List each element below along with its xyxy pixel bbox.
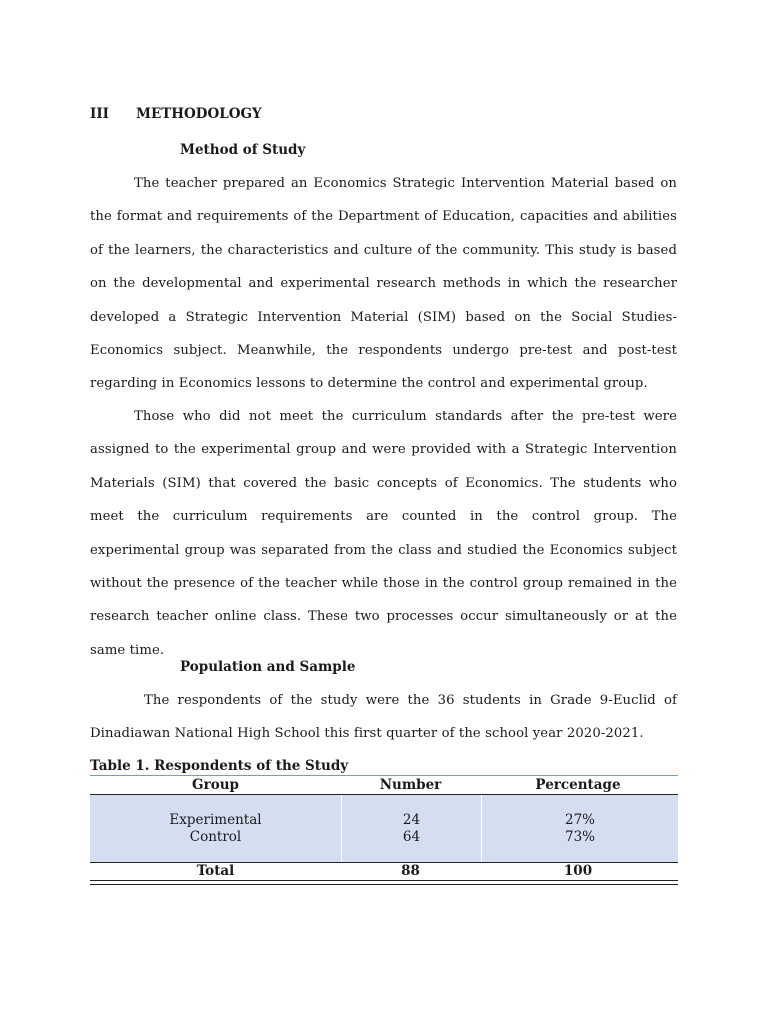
header-percentage: Percentage bbox=[535, 776, 621, 793]
table-cell: 24 bbox=[402, 812, 421, 828]
table-bottom-rule bbox=[90, 880, 678, 885]
method-paragraph-1: The teacher prepared an Economics Strategic Intervention Material based on the format and requirements of the Department of Education, capacities and abilities of the learners, the characteristics and culture of the community. This study is based on the developmental and experimental research methods in which the researcher developed a Strategic Intervention Material (SIM) based on the Social Studies-Economics subject. Meanwhile, the respondents undergo pre-test and post-test regarding in Economics lessons to determine the control and experimental group. bbox=[90, 176, 677, 392]
population-heading: Population and Sample bbox=[180, 659, 356, 675]
total-label: Total bbox=[196, 863, 235, 880]
group-column bbox=[90, 795, 341, 862]
header-group: Group bbox=[192, 776, 239, 793]
section-number: III bbox=[90, 106, 109, 122]
table-header-row bbox=[90, 776, 678, 794]
table-caption: Table 1. Respondents of the Study bbox=[90, 758, 349, 774]
total-percentage: 100 bbox=[563, 863, 593, 880]
table-total-row bbox=[90, 863, 678, 880]
total-number: 88 bbox=[401, 863, 420, 880]
population-paragraph: The respondents of the study were the 36 students in Grade 9-Euclid of Dinadiawan National High School this first quarter of the school year 2020-2021. bbox=[90, 693, 677, 742]
table-cell: 27% bbox=[564, 812, 595, 828]
table-cell: 64 bbox=[402, 828, 421, 845]
method-paragraph-2: Those who did not meet the curriculum standards after the pre-test were assigned to the experimental group and were provided with a Strategic Intervention Materials (SIM) that covered the basic concepts of Economics. The students who meet the curriculum requirements are counted in the control group. The experimental group was separated from the class and studied the Economics subject without the presence of the teacher while those in the control group remained in the research teacher online class. These two processes occur simultaneously or at the same time. bbox=[90, 409, 677, 658]
section-heading bbox=[90, 106, 262, 122]
table-cell: Control bbox=[189, 828, 242, 845]
header-number: Number bbox=[379, 776, 442, 793]
section-title: METHODOLOGY bbox=[136, 106, 262, 122]
table-cell: Experimental bbox=[169, 812, 262, 828]
percentage-column bbox=[482, 795, 678, 862]
respondents-table bbox=[90, 775, 678, 885]
table-cell: 73% bbox=[564, 828, 595, 845]
method-of-study-heading: Method of Study bbox=[180, 142, 306, 158]
number-column bbox=[341, 795, 482, 862]
table-body bbox=[90, 795, 678, 862]
